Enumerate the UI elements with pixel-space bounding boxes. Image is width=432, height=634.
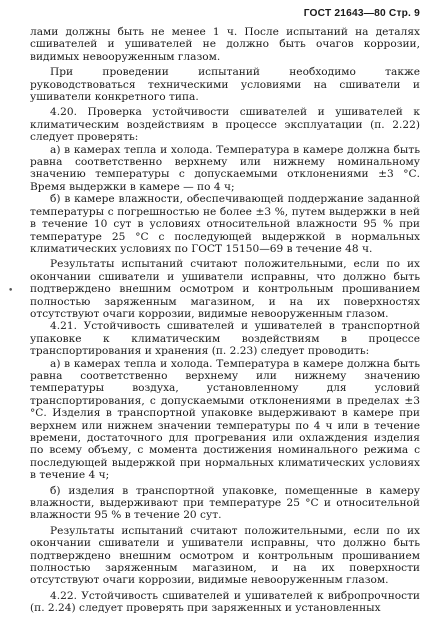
paragraph-4-20-b: б) в камере влажности, обеспечивающей поддержание заданной температуры с погрешностью не более ±3 %, путем выдержки в ней в течение 10 сут в условиях относительной влажности 95 % при температуре 25 °С с последующей выдержкой в нормальных климатических условиях по ГОСТ 15150—69 в течение 48 ч.	[30, 193, 420, 255]
paragraph-4-22: 4.22. Устойчивость сшивателей и ушивателей к вибропрочности (п. 2.24) следует проверять при заряженных и установленных	[30, 589, 420, 615]
paragraph-guidance: При проведении испытаний необходимо также руководствоваться техническими условиями на сшиватели и ушиватели конкретного типа.	[30, 66, 420, 104]
paragraph-4-20: 4.20. Проверка устойчивости сшивателей и ушивателей к климатическим воздействиям в процессе эксплуатации (п. 2.22) следует проверять:	[30, 106, 420, 144]
margin-mark: •	[8, 286, 14, 296]
paragraph-continuation: лами должны быть не менее 1 ч. После испытаний на деталях сшивателей и ушивателей не должно быть очагов коррозии, видимых невооруженным глазом.	[30, 26, 420, 63]
paragraph-4-21-a: а) в камерах тепла и холода. Температура в камере должна быть равна соответственно верхнему или нижнему значению температуры воздуха, установленному для условий транспортирования, с допускаемыми отклонениями в пределах ±3 °С. Изделия в транспортной упаковке выдерживают в камере при верхнем или нижнем значении температуры по 4 ч или в течение времени, достаточного для прогревания или охлаждения изделия по всему объему, с момента достижения номинального режима с последующей выдержкой при нормальных климатических условиях в течение 4 ч;	[30, 357, 420, 482]
standard-number: ГОСТ 21643—80	[303, 8, 386, 19]
paragraph-results-1: Результаты испытаний считают положительными, если по их окончании сшиватели и ушиватели исправны, что должно быть подтверждено внешним осмотром и контрольным прошиванием полностью заряженным магазином, и на их поверхностях отсутствуют очаги коррозии, видимые невооруженным глазом.	[30, 258, 420, 320]
document-body	[30, 26, 420, 615]
paragraph-4-21-b: б) изделия в транспортной упаковке, помещенные в камеру влажности, выдерживают при температуре 25 °С и относительной влажности 95 % в течение 20 сут.	[30, 484, 420, 522]
paragraph-results-2: Результаты испытаний считают положительными, если по их окончании сшиватели и ушиватели исправны, что должно быть подтверждено внешним осмотром и контрольным прошиванием полностью заряженным магазином, и на их поверхности отсутствуют очаги коррозии, видимые невооруженным глазом.	[30, 524, 420, 587]
paragraph-4-20-a: а) в камерах тепла и холода. Температура в камере должна быть равна соответственно верхнему или нижнему номинальному значению температуры с допускаемыми отклонениями ±3 °С. Время выдержки в камере — по 4 ч;	[30, 143, 420, 193]
paragraph-4-21: 4.21. Устойчивость сшивателей и ушивателей в транспортной упаковке к климатическим воздействиям в процессе транспортирования и хранения (п. 2.23) следует проводить:	[30, 320, 420, 358]
page-header	[304, 8, 420, 19]
page-number: Стр. 9	[388, 8, 420, 19]
